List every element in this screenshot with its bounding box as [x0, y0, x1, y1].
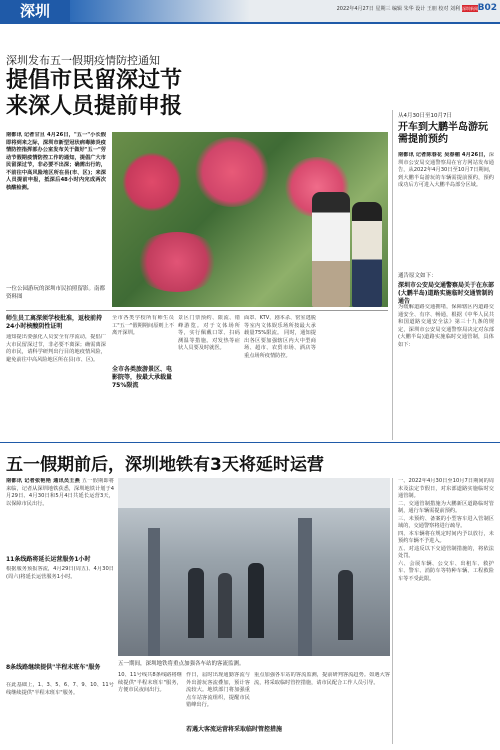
story2-column-1-more: 根据服务预报客流，4月29日(周五)、4月30日(周六)将延长运营服务1小时。 [6, 566, 114, 580]
flower-cluster [192, 137, 272, 207]
header-rule [0, 22, 500, 24]
person-figure [312, 192, 350, 307]
sidebar-byline: 南都讯 记者陈春花 吴春楣 4月26日， [398, 152, 489, 158]
sidebar-notice-body: 为缓解道路交通拥堵，保障辖区内道路交通安全、有序、畅通，根据《中华人民共和国道路交通安全法》第三十九条的规定，深圳市公安局交通警察局决定对东部(大鹏半岛)道路实施临时交通管制，具体如下： [398, 304, 494, 348]
sidebar-title: 开车到大鹏半岛游玩需提前预约 [398, 122, 488, 145]
story1-column-2: 通知提出要强化人员安全有序流动，提倡广大市民留深过节，非必要不离深；确需离深的市民，请科学研判出行目的地疫情风险，避免前往中高风险地区所在县(市、区)。 [6, 334, 106, 363]
story1-column-1 [6, 132, 106, 282]
sidebar-item: 三、未预约、备案的小型客车进入管制区域的，交通警察将进行疏导。 [398, 515, 494, 529]
story1-column-3: 全市各类学校所有师生员工"五一"假期期间原则上不离开深圳。 [112, 315, 174, 336]
story2-column-3: 10、11号线共8条线路将继续提供"半程末班车"服务，方便市民夜间出行。 [118, 672, 182, 693]
story2-column-4: 作日，届时出现通勤客流与外出游玩客流叠加，预计客流较大。地铁部门将加强重点车站客流组织，提醒市民错峰出行。 [186, 672, 250, 708]
story1-photo [112, 132, 388, 307]
story2-column-1 [6, 478, 114, 554]
divider [6, 310, 388, 311]
story2-headline: 五一假期前后，深圳地铁有3天将延时运营 [6, 455, 324, 475]
story1-column-4: 景区门票预约、限流、错峰游览。对于文体场所等，实行佩戴口罩、扫码测温等措施。对发热等症状人员要及时就医。 [178, 315, 240, 351]
story1-column-5-text: 面罩、KTV、剧本杀、密室逃脱等室内文体娱乐场所按最大承载量75%限流。 [244, 315, 316, 336]
flower-cluster [122, 152, 182, 212]
story1-lead: "五一"小长假即将到来之际，深圳市新型冠状病毒肺炎疫情防控指挥部办公室发布关于做好"五一"劳动节假期疫情防控工作的通知，提倡广大市民留深过节，非必要不出深；确需出行的，不前往中高风险地区所在县(市、区)；来深人员提前申报，抵深后48小时内完成两次核酸检测。 [6, 132, 106, 191]
story1-column-5 [244, 315, 316, 433]
story2-lead: 五一假期即将来临，记者从深圳地铁获悉，深圳地铁计划于4月29日、4月30日和5月4日共延长运营3天，以保障市民出行。 [6, 478, 114, 507]
date-line: 2022年4月27日 星期三 编辑 朱华 设计 王朋 校对 刘利 [336, 6, 460, 12]
sidebar-item: 六、会展车辆、公交车、出租车、救护车、警车、消防车等特种车辆、工程救险车等不受此限。 [398, 560, 494, 582]
story1-column-5-more: 同时，通知提出各区要加强辖区内大中型商场、超市、农贸市场、酒店等重点场所疫情防控。 [244, 330, 316, 359]
sidebar-body-text: 深圳市公安局交通警察局在官方网站发布通告，从2022年4月30日至10月7日期间，到大鹏半岛游玩的车辆需提前预约，预约成功后方可进入大鹏半岛部分区域。 [398, 152, 494, 188]
story1-headline [6, 68, 336, 120]
header-strip [70, 0, 250, 22]
sidebar-item: 二、交通管制措施为大鹏新区道路临时管制，通行车辆需提前预约。 [398, 500, 494, 514]
sidebar-body [398, 152, 494, 270]
sidebar-items [398, 478, 494, 744]
sidebar-rule [392, 110, 393, 440]
story2-subhead-2: 8条线路继续提供"半程末班车"服务 [6, 664, 101, 671]
story1-photo-caption: 一位公园游玩的深圳市民拍照留影。南都资料图 [6, 286, 106, 300]
page-number: B02 [477, 3, 497, 13]
sidebar-date-note: 从4月30日至10月7日 [398, 113, 452, 119]
story1-headline-line2: 来深人员提前申报 [6, 94, 183, 119]
sidebar-rule-lower [392, 478, 393, 744]
story2-subhead-1: 11条线路将延长运营服务1小时 [6, 556, 91, 563]
story1-subhead-1: 师生员工离深须学校批准，返校前持24小时核酸阴性证明 [6, 315, 103, 330]
station-pillar [148, 528, 160, 656]
story2-column-5: 重点加强各车站的客流监测，提前研判客流趋势。如遇大客流，将采取临时管控措施，请市民配合工作人员引导。 [254, 672, 390, 686]
passenger-figure [338, 570, 353, 640]
story1-subhead-2: 全市各类旅游景区、电影院等，按最大承载量75%限流 [112, 366, 173, 389]
person-figure [352, 202, 382, 307]
section-tag: 深圳 [0, 0, 70, 22]
sidebar-item: 四、本车辆将在规定时间内予以放行，未预约车辆不予进入。 [398, 530, 494, 544]
sidebar-note-label: 通告原文如下： [398, 273, 437, 279]
station-ceiling [118, 478, 390, 508]
passenger-figure [248, 563, 264, 638]
story2-subhead-3: 若遇大客流运营将采取临时管控措施 [186, 726, 283, 733]
section-divider [0, 442, 500, 443]
sidebar-notice-title: 深圳市公安局交通警察局关于在东部(大鹏半岛)道路实施临时交通管制的通告 [398, 282, 495, 305]
passenger-figure [218, 573, 232, 638]
story1-kicker: 深圳发布五一假期疫情防控通知 [6, 54, 160, 67]
story2-photo-caption: 五一期间，深圳地铁将重点加强各车站的客流监测。 [118, 661, 245, 667]
flower-cluster [132, 232, 222, 292]
story1-byline: 南都讯 记者甘旦 4月26日， [6, 132, 74, 138]
passenger-figure [188, 568, 204, 638]
story1-headline-line1: 提倡市民留深过节 [6, 68, 183, 93]
sidebar-item: 一、2022年4月30日至10月7日期间的周末及法定节假日，对东部道路实施临时交通管制。 [398, 478, 494, 499]
story2-photo [118, 478, 390, 656]
station-pillar [298, 518, 312, 656]
story2-column-1-more2: 在此基础上，1、3、5、6、7、9、10、11号线继续提供"半程末班车"服务。 [6, 682, 114, 696]
sidebar-item: 五、对违反以下交通管制措施的，将依法处罚。 [398, 545, 494, 559]
story2-byline: 南都讯 记者张艳艳 通讯员王燕 [6, 478, 81, 484]
section-badge: 深圳新闻 [462, 6, 478, 11]
